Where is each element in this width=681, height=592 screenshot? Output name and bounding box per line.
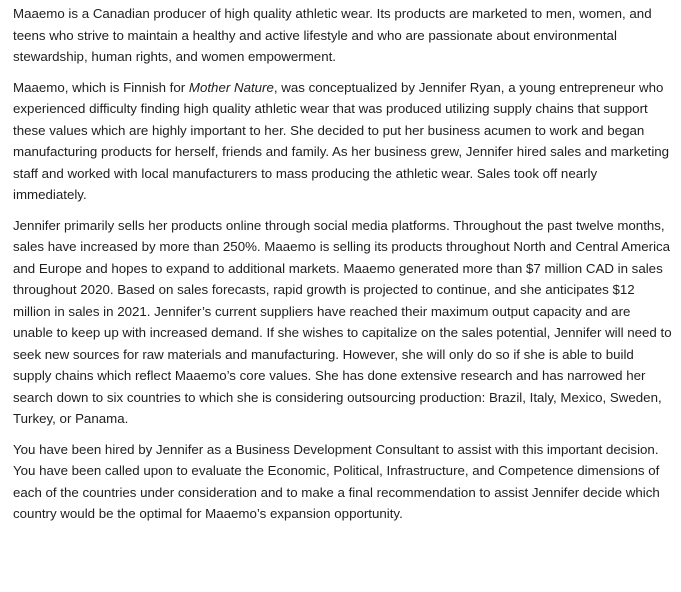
paragraph-origin-text-start: Maaemo, which is Finnish for <box>13 79 189 95</box>
paragraph-intro: Maaemo is a Canadian producer of high quality athletic wear. Its products are marketed to men, women, and teens who strive to maintain a healthy and active lifestyle and who are passionate about environmental stewardship, human rights, and women empowerment. <box>13 6 652 64</box>
paragraph-origin-italic: Mother Nature <box>188 79 274 95</box>
paragraph-origin <box>13 77 673 206</box>
paragraph-assignment: You have been hired by Jennifer as a Business Development Consultant to assist with this important decision. You have been called upon to evaluate the Economic, Political, Infrastructure, and Competence dimensions of each of the countries under consideration and to make a final recommendation to assist Jennifer decide which country would be the optimal for Maaemo’s expansion opportunity. <box>13 441 660 521</box>
paragraph-origin-text-end: , was conceptualized by Jennifer Ryan, a young entrepreneur who experienced difficulty finding high quality athletic wear that was produced utilizing supply chains that support these values which are highly important to her. She decided to put her business acumen to work and began manufacturing products for herself, friends and family. As her business grew, Jennifer hired sales and marketing staff and worked with local manufacturers to mass producing the athletic wear. Sales took off nearly immediately. <box>13 79 670 202</box>
paragraph-growth: Jennifer primarily sells her products online through social media platforms. Throughout the past twelve months, sales have increased by more than 250%. Maaemo is selling its products throughout North and Central America and Europe and hopes to expand to additional markets. Maaemo generated more than $7 million CAD in sales throughout 2020. Based on sales forecasts, rapid growth is projected to continue, and she anticipates $12 million in sales in 2021. Jennifer’s current suppliers have reached their maximum output capacity and are unable to keep up with increased demand. If she wishes to capitalize on the sales potential, Jennifer will need to seek new sources for raw materials and manufacturing. However, she will only do so if she is able to build supply chains which reflect Maaemo’s core values. She has done extensive research and has narrowed her search down to six countries to which she is considering outsourcing production: Brazil, Italy, Mexico, Sweden, Turkey, or Panama. <box>13 217 672 426</box>
